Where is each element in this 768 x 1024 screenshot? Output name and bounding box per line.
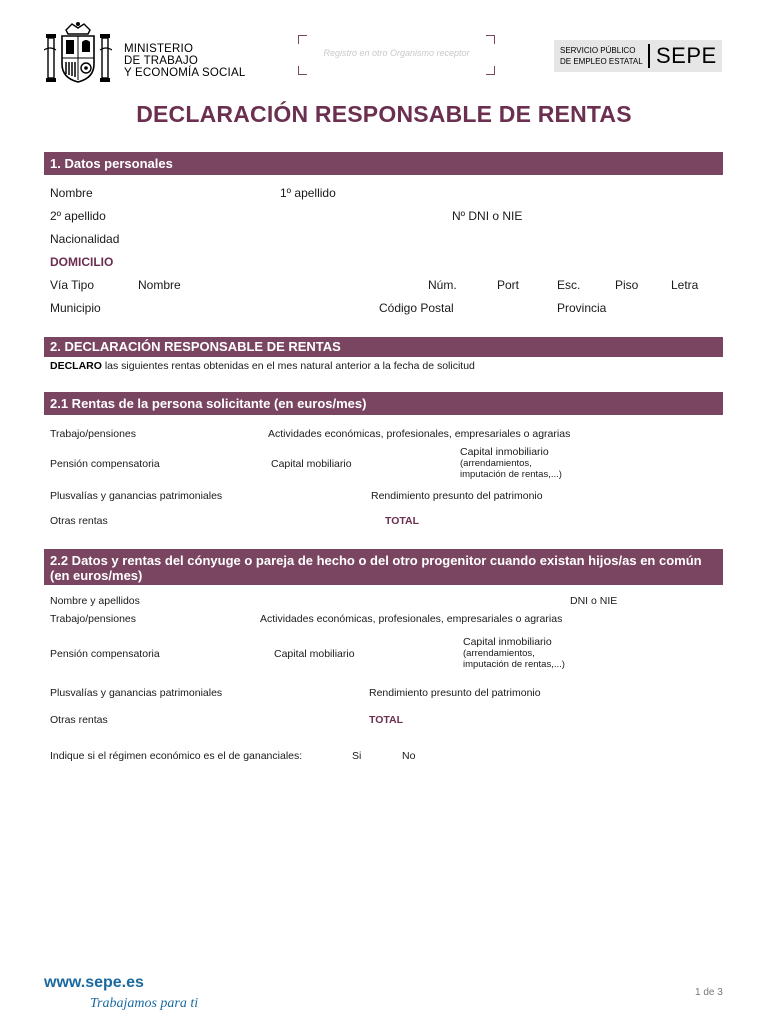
regimen-no-option[interactable]: No — [402, 750, 416, 762]
piso-label: Piso — [615, 278, 639, 292]
s21-actividades-label: Actividades económicas, profesionales, empresariales o agrarias — [268, 428, 571, 440]
declaro-statement — [50, 360, 475, 372]
declaro-text: las siguientes rentas obtenidas en el mes natural anterior a la fecha de solicitud — [104, 360, 475, 372]
s21-capital-mobiliario-label: Capital mobiliario — [271, 458, 352, 470]
ministry-line-2: DE TRABAJO — [124, 55, 198, 67]
s21-capital-inm-note-2: imputación de rentas,...) — [460, 469, 562, 480]
domicilio-heading: DOMICILIO — [50, 255, 114, 269]
section-2-2-title-line-1: 2.2 Datos y rentas del cónyuge o pareja de hecho o del otro progenitor cuando existan hijos/as en común (en — [50, 553, 702, 583]
s21-capital-inmobiliario-label — [460, 446, 562, 480]
s22-pension-label: Pensión compensatoria — [50, 648, 160, 660]
s21-total-label: TOTAL — [385, 515, 420, 527]
s22-otras-label: Otras rentas — [50, 714, 108, 726]
s21-trabajo-label: Trabajo/pensiones — [50, 428, 136, 440]
s22-actividades-label: Actividades económicas, profesionales, empresariales o agrarias — [260, 613, 563, 625]
s21-capital-inm-title: Capital inmobiliario — [460, 446, 549, 458]
government-coat-of-arms — [44, 20, 112, 86]
codigo-postal-label: Código Postal — [379, 301, 454, 315]
footer-website-link[interactable]: www.sepe.es — [44, 974, 144, 991]
via-nombre-label: Nombre — [138, 278, 181, 292]
ministry-line-3: Y ECONOMÍA SOCIAL — [124, 67, 246, 79]
section-2-2-title-line-2: euros/mes) — [73, 568, 143, 583]
registration-stamp-area — [298, 35, 495, 75]
ministry-name — [124, 43, 245, 79]
section-1-title: 1. Datos personales — [50, 156, 173, 171]
portal-label: Port — [497, 278, 520, 292]
escalera-label: Esc. — [557, 278, 581, 292]
municipio-label: Municipio — [50, 301, 101, 315]
s21-pension-label: Pensión compensatoria — [50, 458, 160, 470]
s22-capital-inm-note-2: imputación de rentas,...) — [463, 659, 565, 670]
s21-capital-inm-note-1: (arrendamientos, — [460, 458, 532, 469]
s22-capital-inmobiliario-label — [463, 636, 565, 670]
s22-dni-label: DNI o NIE — [570, 595, 618, 607]
declaro-keyword: DECLARO — [50, 360, 102, 372]
page-title: DECLARACIÓN RESPONSABLE DE RENTAS — [136, 101, 632, 127]
s21-rendimiento-label: Rendimiento presunto del patrimonio — [371, 490, 543, 502]
sepe-wordmark: SEPE — [656, 43, 717, 68]
sepe-logo — [554, 40, 722, 72]
section-2-header — [44, 337, 723, 357]
nacionalidad-label: Nacionalidad — [50, 232, 120, 246]
s22-nombre-label: Nombre y apellidos — [50, 595, 140, 607]
provincia-label: Provincia — [557, 301, 607, 315]
s22-trabajo-label: Trabajo/pensiones — [50, 613, 136, 625]
ministry-line-1: MINISTERIO — [124, 43, 194, 55]
section-2-title: 2. DECLARACIÓN RESPONSABLE DE RENTAS — [50, 339, 341, 354]
page-number: 1 de 3 — [695, 987, 723, 998]
s22-capital-mobiliario-label: Capital mobiliario — [274, 648, 355, 660]
section-2-2-header — [44, 549, 723, 585]
footer-tagline: Trabajamos para ti — [90, 996, 199, 1011]
s22-rendimiento-label: Rendimiento presunto del patrimonio — [369, 687, 541, 699]
apellido2-label: 2º apellido — [50, 209, 106, 223]
s22-plusvalias-label: Plusvalías y ganancias patrimoniales — [50, 687, 223, 699]
s21-otras-label: Otras rentas — [50, 515, 108, 527]
regimen-si-option[interactable]: Si — [352, 750, 362, 762]
numero-label: Núm. — [428, 278, 457, 292]
nombre-label: Nombre — [50, 186, 93, 200]
section-2-1-title: 2.1 Rentas de la persona solicitante (en euros/mes) — [50, 396, 367, 411]
via-tipo-label: Vía Tipo — [50, 278, 95, 292]
section-2-1-header — [44, 392, 723, 415]
sepe-line-2: DE EMPLEO ESTATAL — [560, 57, 643, 66]
apellido1-label: 1º apellido — [280, 186, 336, 200]
section-1-header — [44, 152, 723, 175]
s22-capital-inm-title: Capital inmobiliario — [463, 636, 552, 648]
s22-total-label: TOTAL — [369, 714, 404, 726]
regimen-question: Indique si el régimen económico es el de gananciales: — [50, 750, 303, 762]
registration-placeholder: Registro en otro Organismo receptor — [323, 48, 470, 58]
s22-capital-inm-note-1: (arrendamientos, — [463, 648, 535, 659]
dni-label: Nº DNI o NIE — [452, 209, 523, 223]
s21-plusvalias-label: Plusvalías y ganancias patrimoniales — [50, 490, 223, 502]
sepe-line-1: SERVICIO PÚBLICO — [560, 46, 636, 55]
letra-label: Letra — [671, 278, 699, 292]
